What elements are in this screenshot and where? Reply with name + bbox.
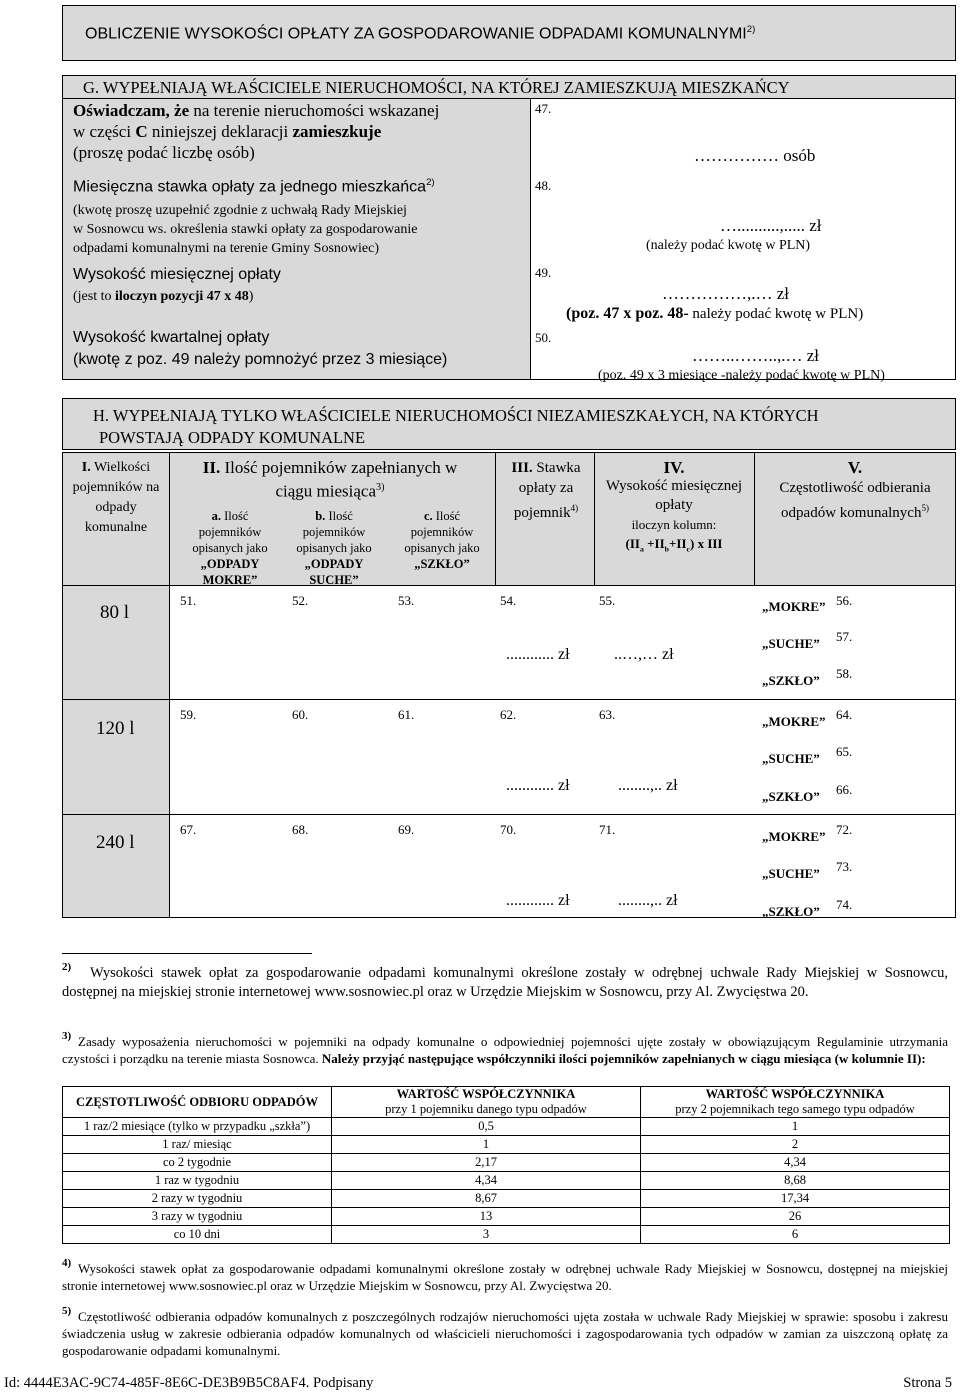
pos-48-note: (należy podać kwotę w PLN) — [646, 238, 811, 253]
h-row-120-size: 120 l — [96, 718, 135, 739]
pos-73-number[interactable]: 73. — [836, 859, 853, 874]
type-szklo: „SZKŁO” — [762, 789, 820, 804]
pos-71-number: 71. — [599, 822, 616, 837]
pos-62-number: 62. — [500, 707, 517, 722]
pos-70-value[interactable]: ............ zł — [506, 892, 570, 909]
row50-desc: (kwotę z poz. 49 należy pomnożyć przez 3 miesiące) — [73, 351, 448, 368]
page-number: Strona 5 — [903, 1375, 952, 1391]
pos-47-number: 47. — [535, 101, 552, 116]
h-col3-label: III. Stawka opłaty za pojemnik$^{4)}$ — [511, 460, 581, 521]
pos-74-number[interactable]: 74. — [836, 897, 853, 912]
footnote-4-marker: 4) — [62, 1257, 72, 1269]
footnote-5-marker: 5) — [62, 1305, 72, 1317]
pos-62-value[interactable]: ............ zł — [506, 777, 570, 794]
table-row: 3 razy w tygodniu 13 26 — [63, 1208, 950, 1226]
pos-72-number[interactable]: 72. — [836, 822, 853, 837]
section-g-header — [62, 75, 956, 99]
pos-55-value[interactable]: ..…,… zł — [614, 646, 674, 663]
row48-title: Miesięczna stawka opłaty za jednego mieszkańca$^{2)}$ — [73, 177, 435, 196]
table-row: 1 raz/2 miesiące (tylko w przypadku „szkła”) 0,5 1 — [63, 1118, 950, 1136]
table-header-two-containers: WARTOŚĆ WSPÓŁCZYNNIKA przy 2 pojemnikach tego samego typu odpadów — [641, 1087, 950, 1118]
pos-48-number: 48. — [535, 178, 552, 193]
h-row-240-size: 240 l — [96, 832, 135, 853]
h-col2b-label: b. Ilość pojemników opisanych jako „ODPADY SUCHE” — [296, 509, 372, 587]
pos-68-number[interactable]: 68. — [292, 822, 309, 837]
pos-52-number[interactable]: 52. — [292, 593, 309, 608]
row47-label: Oświadczam, że na terenie nieruchomości wskazanej w części C niniejszej deklaracji zamieszkuje (proszę podać liczbę osób) — [73, 101, 440, 162]
pos-49-note: (poz. 47 x poz. 48- należy podać kwotę w PLN) — [566, 305, 864, 322]
footnote-separator — [62, 953, 312, 954]
table-row: co 10 dni 3 6 — [63, 1226, 950, 1244]
h-row-80-size: 80 l — [100, 602, 130, 623]
h-size-cell-120 — [62, 699, 170, 815]
document-id: Id: 4444E3AC-9C74-485F-8E6C-DE3B9B5C8AF4. Podpisany — [4, 1375, 374, 1391]
pos-51-number[interactable]: 51. — [180, 593, 197, 608]
type-mokre: „MOKRE” — [762, 829, 826, 844]
pos-50-number: 50. — [535, 330, 552, 345]
table-row: 1 raz/ miesiąc 1 2 — [63, 1136, 950, 1154]
h-row-divider — [62, 699, 956, 700]
pos-66-number[interactable]: 66. — [836, 782, 853, 797]
type-szklo: „SZKŁO” — [762, 904, 820, 919]
footnote-5: Częstotliwość odbierania odpadów komunalnych z poszczególnych rodzajów nieruchomości ujęta została w uchwale Rady Miejskiej w sprawie: sposobu i zakresu świadczenia usług w zakresie odbierania odpadów komunalnych od właścicieli nieruchomości i zagospodarowania tych odpadów w zamian za uiszczoną opłatę za gospodarowanie odpadami komunalnymi. — [62, 1309, 948, 1358]
h-col2c-label: c. Ilość pojemników opisanych jako „SZKŁO” — [404, 509, 480, 571]
row49-title: Wysokość miesięcznej opłaty — [73, 266, 281, 283]
pos-48-value[interactable]: …..........,..... zł — [720, 216, 822, 235]
footnote-3: Zasady wyposażenia nieruchomości w pojemniki na odpady komunalne o odpowiedniej pojemności ujęte zostały w obowiązującym Regulaminie utrzymania czystości i porządku na terenie miasta Sosnowca. Należy przyjąć następujące współczynniki ilości pojemników zapełnianych w ciągu miesiąca (w kolumnie II): — [62, 1034, 948, 1066]
pos-63-value[interactable]: ........,.. zł — [618, 777, 678, 794]
pos-65-number[interactable]: 65. — [836, 744, 853, 759]
pos-63-number: 63. — [599, 707, 616, 722]
pos-47-value[interactable]: …………… osób — [694, 146, 816, 165]
type-mokre: „MOKRE” — [762, 714, 826, 729]
page-title: OBLICZENIE WYSOKOŚCI OPŁATY ZA GOSPODAROWANIE ODPADAMI KOMUNALNYMI$^{2)}$ — [85, 24, 756, 43]
type-mokre: „MOKRE” — [762, 599, 826, 614]
h-size-cell-240 — [62, 814, 170, 918]
pos-59-number[interactable]: 59. — [180, 707, 197, 722]
pos-55-number: 55. — [599, 593, 616, 608]
pos-60-number[interactable]: 60. — [292, 707, 309, 722]
pos-49-value[interactable]: ……………,.… zł — [662, 284, 790, 303]
pos-70-number: 70. — [500, 822, 517, 837]
footnote-4: Wysokości stawek opłat za gospodarowanie odpadami komunalnymi określone zostały w odrębnej uchwale Rady Miejskiej w Sosnowcu, dostępnej na miejskiej stronie internetowej www.sosnowiec.pl oraz w Urzędzie Miejskim w Sosnowcu, przy Al. Zwycięstwa 20. — [62, 1261, 948, 1293]
pos-54-value[interactable]: ............ zł — [506, 646, 570, 663]
pos-50-value[interactable]: ……..……..,.… zł — [692, 346, 820, 365]
row50-title: Wysokość kwartalnej opłaty — [73, 329, 270, 346]
h-col2-label: II. Ilość pojemników zapełnianych w ciągu miesiąca$^{3)}$ — [202, 458, 458, 501]
h-col4-label: IV. Wysokość miesięcznej opłaty iloczyn kolumn: $(II_a +II_b+II_c)$ x III — [605, 458, 743, 554]
table-header-frequency: CZĘSTOTLIWOŚĆ ODBIORU ODPADÓW — [63, 1087, 332, 1118]
row49-desc: (jest to iloczyn pozycji 47 x 48) — [73, 289, 254, 304]
table-header-row — [63, 1087, 950, 1118]
footnote-2-marker: 2) — [62, 961, 72, 973]
table-header-one-container: WARTOŚĆ WSPÓŁCZYNNIKA przy 1 pojemniku danego typu odpadów — [332, 1087, 641, 1118]
pos-61-number[interactable]: 61. — [398, 707, 415, 722]
type-szklo: „SZKŁO” — [762, 673, 820, 688]
table-row: co 2 tygodnie 2,17 4,34 — [63, 1154, 950, 1172]
pos-53-number[interactable]: 53. — [398, 593, 415, 608]
pos-49-number: 49. — [535, 265, 552, 280]
pos-57-number[interactable]: 57. — [836, 629, 853, 644]
type-suche: „SUCHE” — [762, 751, 820, 766]
title-box — [62, 5, 956, 61]
pos-50-note: (poz. 49 x 3 miesiące -należy podać kwotę w PLN) — [598, 368, 885, 383]
section-h-heading-1: H. WYPEŁNIAJĄ TYLKO WŁAŚCICIELE NIERUCHOMOŚCI NIEZAMIESZKAŁYCH, NA KTÓRYCH — [93, 406, 819, 425]
type-suche: „SUCHE” — [762, 636, 820, 651]
pos-71-value[interactable]: ........,.. zł — [618, 892, 678, 909]
section-g-heading: G. WYPEŁNIAJĄ WŁAŚCICIELE NIERUCHOMOŚCI, NA KTÓREJ ZAMIESZKUJĄ MIESZKAŃCY — [83, 78, 790, 97]
pos-58-number[interactable]: 58. — [836, 666, 853, 681]
pos-69-number[interactable]: 69. — [398, 822, 415, 837]
section-h-header — [62, 398, 956, 450]
h-col5-label: V. Częstotliwość odbierania odpadów komunalnych$^{5)}$ — [779, 458, 931, 521]
table-row: 1 raz w tygodniu 4,34 8,68 — [63, 1172, 950, 1190]
h-col2a-label: a. Ilość pojemników opisanych jako „ODPADY MOKRE” — [192, 509, 268, 587]
h-col1-label: I. Wielkości pojemników na odpady komunalne — [72, 460, 160, 535]
pos-64-number[interactable]: 64. — [836, 707, 853, 722]
type-suche: „SUCHE” — [762, 866, 820, 881]
pos-67-number[interactable]: 67. — [180, 822, 197, 837]
pos-56-number[interactable]: 56. — [836, 593, 853, 608]
coefficient-table — [62, 1086, 950, 1244]
row48-desc: (kwotę proszę uzupełnić zgodnie z uchwałą Rady Miejskiej w Sosnowcu ws. określenia stawki opłaty za gospodarowanie odpadami komunalnymi na terenie Gminy Sosnowiec) — [73, 203, 418, 256]
h-row-divider — [62, 814, 956, 815]
section-h-heading-2: POWSTAJĄ ODPADY KOMUNALNE — [99, 428, 366, 447]
footnote-3-marker: 3) — [62, 1030, 72, 1042]
pos-54-number: 54. — [500, 593, 517, 608]
table-row: 2 razy w tygodniu 8,67 17,34 — [63, 1190, 950, 1208]
footnote-2: Wysokości stawek opłat za gospodarowanie odpadami komunalnymi określone zostały w odrębnej uchwale Rady Miejskiej w Sosnowcu, dostępnej na miejskiej stronie internetowej www.sosnowiec.pl oraz w Urzędzie Miejskim w Sosnowcu, przy Al. Zwycięstwa 20. — [62, 965, 948, 1000]
